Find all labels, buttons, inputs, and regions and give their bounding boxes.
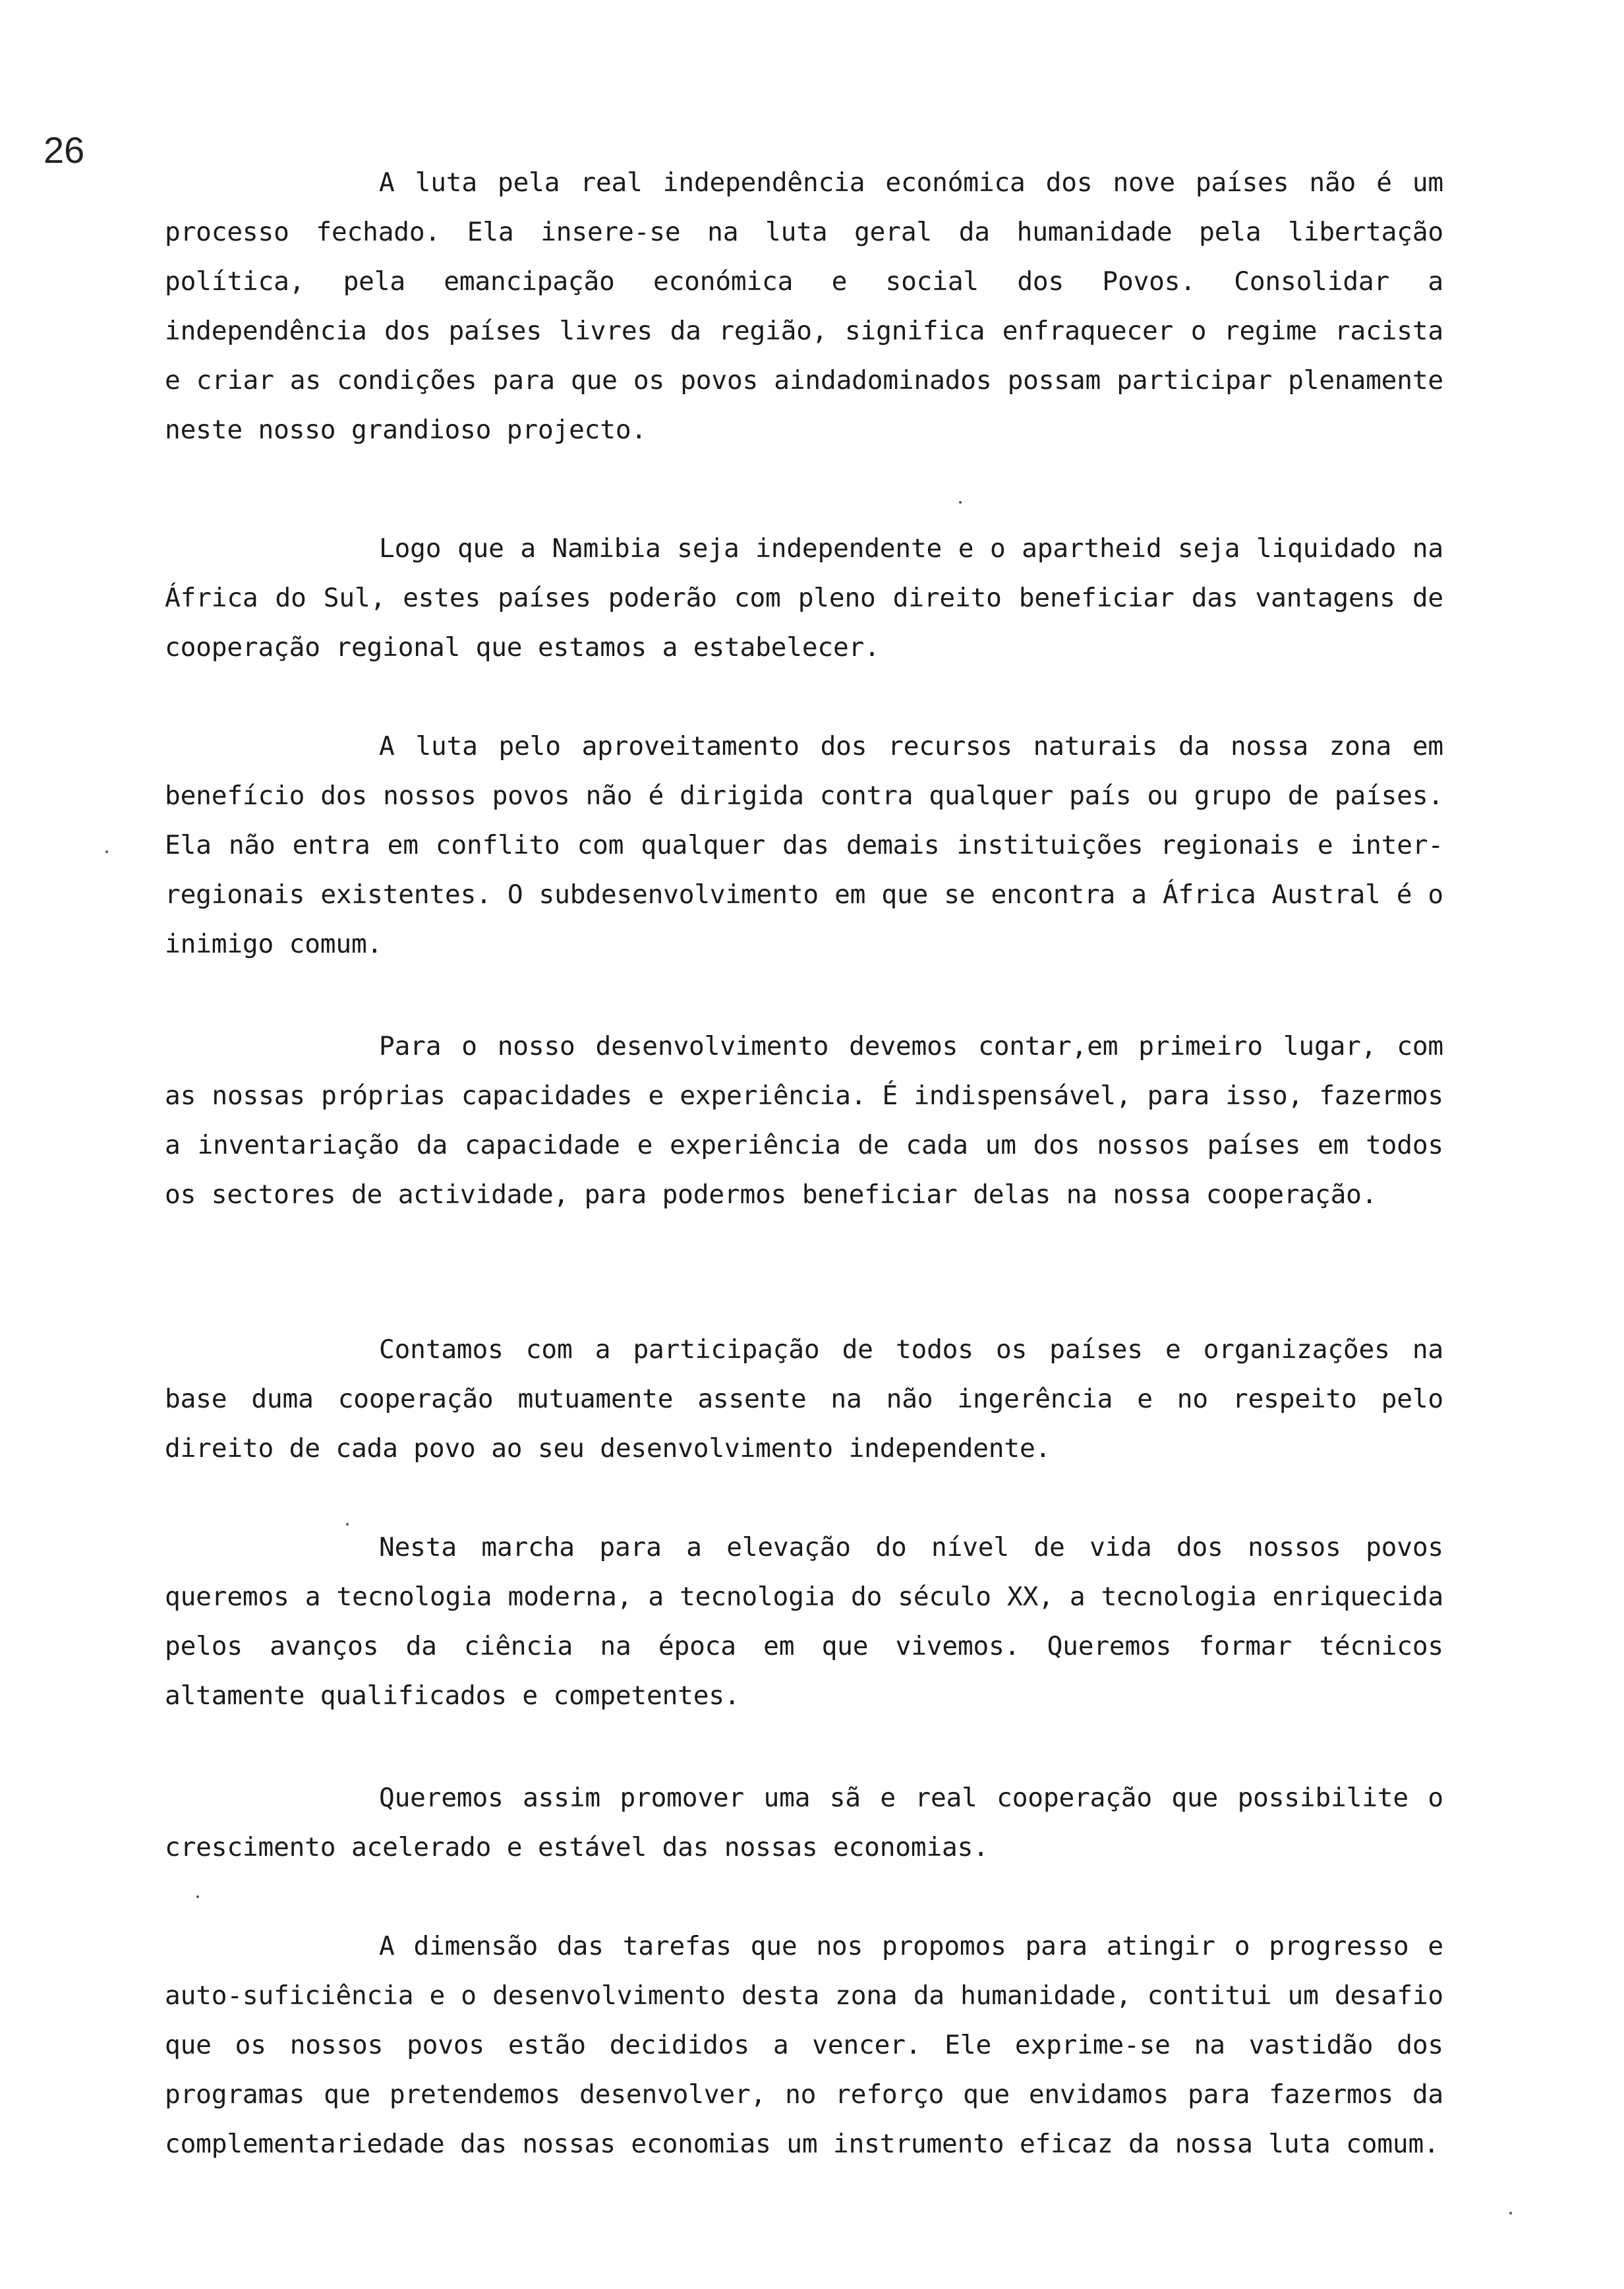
page-number: 26 <box>44 129 85 171</box>
scan-speck <box>1509 2212 1512 2215</box>
paragraph-2: Logo que a Namibia seja independente e o apartheid seja liquidado na África do Sul, estes países poderão com pleno direito beneficiar das vantagens de cooperação regional que estamos a estabelecer. <box>165 533 1443 663</box>
scan-speck <box>196 1895 199 1898</box>
paragraph-8: A dimensão das tarefas que nos propomos para atingir o progresso e auto-suficiência e o desenvolvimento desta zona da humanidade, contitui um desafio que os nossos povos estão decididos a vencer. Ele exprime-se na vastidão dos programas que pretendemos desenvolver, no reforço que envidamos para fazermos da complementariedade das nossas economias um instrumento eficaz da nossa luta comum. <box>165 1931 1443 2159</box>
scan-speck <box>105 850 108 853</box>
scan-speck <box>346 1523 349 1526</box>
paragraph-5: Contamos com a participação de todos os países e organizações na base duma cooperação mutuamente assente na não ingerência e no respeito pelo direito de cada povo ao seu desenvolvimento independente. <box>165 1334 1443 1464</box>
paragraph-7: Queremos assim promover uma sã e real cooperação que possibilite o crescimento acelerado e estável das nossas economias. <box>165 1783 1443 1862</box>
paragraph-3: A luta pelo aproveitamento dos recursos naturais da nossa zona em benefício dos nossos povos não é dirigida contra qualquer país ou grupo de países. Ela não entra em conflito com qualquer das demais instituições regionais e inter-regionais existentes. O subdesenvolvimento em que se encontra a África Austral é o inimigo comum. <box>165 731 1443 959</box>
paragraph-4: Para o nosso desenvolvimento devemos contar,em primeiro lugar, com as nossas próprias capacidades e experiência. É indispensável, para isso, fazermos a inventariação da capacidade e experiência de cada um dos nossos países em todos os sectores de actividade, para podermos beneficiar delas na nossa cooperação. <box>165 1031 1443 1210</box>
paragraph-1: A luta pela real independência económica dos nove países não é um processo fechado. Ela insere-se na luta geral da humanidade pela libertação política, pela emancipação económica e social dos Povos. Consolidar a independência dos países livres da região, significa enfraquecer o regime racista e criar as condições para que os povos aindadominados possam participar plenamente neste nosso grandioso projecto. <box>165 167 1443 445</box>
paragraph-6: Nesta marcha para a elevação do nível de vida dos nossos povos queremos a tecnologia moderna, a tecnologia do século XX, a tecnologia enriquecida pelos avanços da ciência na época em que vivemos. Queremos formar técnicos altamente qualificados e competentes. <box>165 1532 1443 1711</box>
scan-speck <box>959 501 962 504</box>
